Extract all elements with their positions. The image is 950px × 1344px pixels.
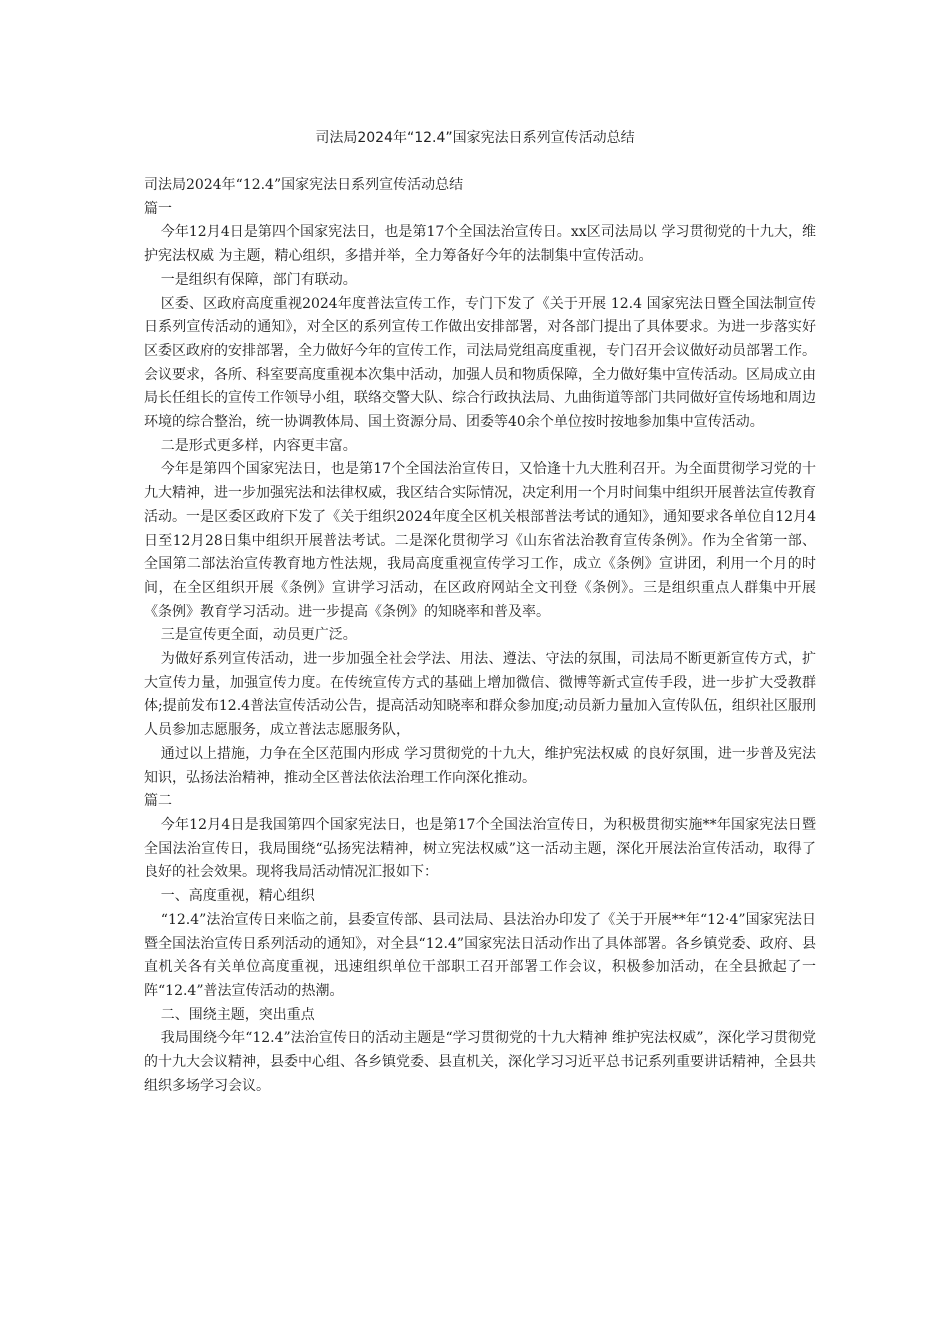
paragraph: “12.4”法治宣传日来临之前，县委宣传部、县司法局、县法治办印发了《关于开展**年“12·4”国家宪法日暨全国法治宣传日系列活动的通知》，对全县“12.4”国家宪法日活动作出了具体部署。各乡镇党委、政府、县直机关各有关单位高度重视，迅速组织单位干部职工召开部署工作会议，积极参加活动，在全县掀起了一阵“12.4”普法宣传活动的热潮。 [144, 911, 816, 999]
paragraph: 今年12月4日是第四个国家宪法日，也是第17个全国法治宣传日。xx区司法局以 学习贯彻党的十九大，维护宪法权威 为主题，精心组织，多措并举，全力筹备好今年的法制集中宣传活动。 [144, 224, 816, 265]
subheading: 二、围绕主题，突出重点 [160, 1006, 315, 1023]
paragraph: 今年12月4日是我国第四个国家宪法日，也是第17个全国法治宣传日，为积极贯彻实施**年国家宪法日暨全国法治宣传日，我局围绕“弘扬宪法精神，树立宪法权威”这一活动主题，深化开展法治宣传活动，取得了良好的社会效果。现将我局活动情况汇报如下： [144, 816, 816, 881]
subheading: 一、高度重视，精心组织 [160, 888, 315, 905]
document-body [144, 174, 816, 1098]
paragraph: 我局围绕今年“12.4”法治宣传日的活动主题是“学习贯彻党的十九大精神 维护宪法权威”，深化学习贯彻党的十九大会议精神，县委中心组、各乡镇党委、县直机关，深化学习习近平总书记系列重要讲话精神，全县共组织多场学习会议。 [144, 1030, 816, 1094]
subheading: 一是组织有保障，部门有联动。 [160, 271, 357, 288]
section-label-2: 篇二 [144, 793, 172, 810]
paragraph: 为做好系列宣传活动，进一步加强全社会学法、用法、遵法、守法的氛围，司法局不断更新宣传方式，扩大宣传力量，加强宣传力度。在传统宣传方式的基础上增加微信、微博等新式宣传手段，进一步扩大受教群体;提前发布12.4普法宣传活动公告，提高活动知晓率和群众参加度;动员新力量加入宣传队伍，组织社区服刑人员参加志愿服务，成立普法志愿服务队， [144, 651, 816, 739]
subheading: 二是形式更多样，内容更丰富。 [160, 437, 357, 454]
document-subtitle: 司法局2024年“12.4”国家宪法日系列宣传活动总结 [144, 177, 464, 193]
paragraph: 通过以上措施，力争在全区范围内形成 学习贯彻党的十九大，维护宪法权威 的良好氛围，进一步普及宪法知识，弘扬法治精神，推动全区普法依法治理工作向深化推动。 [144, 745, 816, 786]
section-label-1: 篇一 [144, 200, 172, 217]
subheading: 三是宣传更全面，动员更广泛。 [160, 627, 357, 644]
document-title: 司法局2024年“12.4”国家宪法日系列宣传活动总结 [315, 130, 635, 146]
paragraph: 区委、区政府高度重视2024年度普法宣传工作，专门下发了《关于开展 12.4 国家宪法日暨全国法制宣传日系列宣传活动的通知》，对全区的系列宣传工作做出安排部署，对各部门提出了具体要求。为进一步落实好区委区政府的安排部署，全力做好今年的宣传工作，司法局党组高度重视，专门召开会议做好动员部署工作。会议要求，各所、科室要高度重视本次集中活动，加强人员和物质保障，全力做好集中宣传活动。区局成立由局长任组长的宣传工作领导小组，联络交警大队、综合行政执法局、九曲街道等部门共同做好宣传场地和周边环境的综合整治，统一协调教体局、国土资源分局、团委等40余个单位按时按地参加集中宣传活动。 [144, 295, 816, 431]
paragraph: 今年是第四个国家宪法日，也是第17个全国法治宣传日，又恰逢十九大胜利召开。为全面贯彻学习党的十九大精神，进一步加强宪法和法律权威，我区结合实际情况，决定利用一个月时间集中组织开展普法宣传教育活动。一是区委区政府下发了《关于组织2024年度全区机关根部普法考试的通知》，通知要求各单位自12月4日至12月28日集中组织开展普法考试。二是深化贯彻学习《山东省法治教育宣传条例》。作为全省第一部、全国第二部法治宣传教育地方性法规，我局高度重视宣传学习工作，成立《条例》宣讲团，利用一个月的时间，在全区组织开展《条例》宣讲学习活动，在区政府网站全文刊登《条例》。三是组织重点人群集中开展《条例》教育学习活动。进一步提高《条例》的知晓率和普及率。 [144, 461, 816, 620]
